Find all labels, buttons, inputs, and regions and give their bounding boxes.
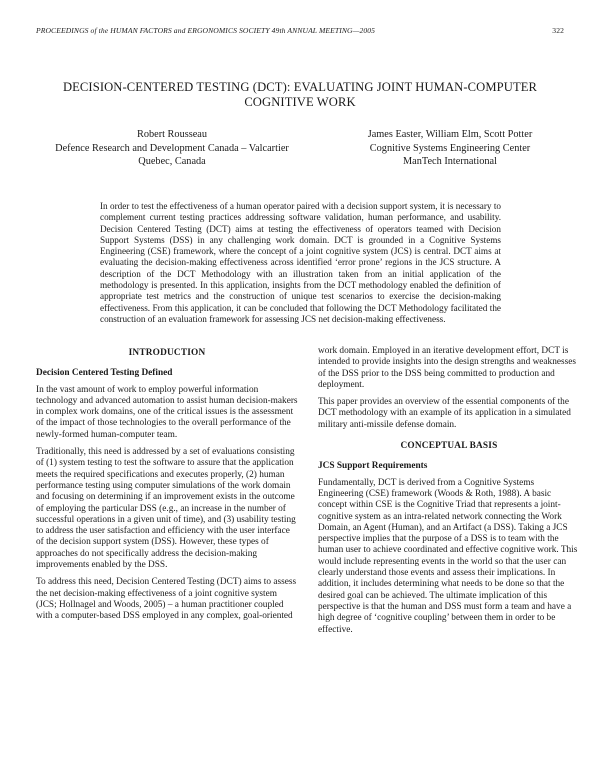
left-column [36,348,298,629]
paper-title [40,80,560,110]
intro-paragraph-4: This paper provides an overview of the essential components of the DCT methodology with an example of its application in a simulated military anti-missile defense domain. [318,397,571,430]
author-affiliation-left-1: Defence Research and Development Canada – Valcartier [55,142,289,154]
author-affiliation-right-2: ManTech International [403,156,497,168]
conceptual-paragraph-1: Fundamentally, DCT is derived from a Cognitive Systems Engineering (CSE) framework (Woods & Roth, 1988). A basic concept within CSE is the Cognitive Triad that represents a joint-cognitive system as an intra-related network connecting the Work Domain, an Agent (Human), and an Artifact (a DSS). Taking a JCS perspective implies that the purpose of a DSS is to team with the human user to achieve coordinated and effective cognitive work. This would include representing events in the world so that the user can clearly understand those events and assess their implications. In addition, it includes determining what needs to be done so that the desired goal can be achieved. The ultimate implication of this perspective is that the human and DSS must form a team and have a high degree of ‘cognitive coupling’ between them in order to be effective. [318,477,578,635]
subheading-jcs-support: JCS Support Requirements [318,461,428,472]
subheading-dct-defined: Decision Centered Testing Defined [36,368,173,379]
paper-title-line-1: DECISION-CENTERED TESTING (DCT): EVALUATING JOINT HUMAN-COMPUTER [62,80,538,94]
page-number: 322 [552,26,564,35]
running-head [36,26,564,35]
section-heading-introduction: INTRODUCTION [128,348,206,358]
paper-title-line-2: COGNITIVE WORK [244,95,356,109]
author-block-left [36,128,308,169]
author-name-left: Robert Rousseau [136,129,208,140]
author-name-right: James Easter, William Elm, Scott Potter [367,129,533,140]
intro-paragraph-1: In the vast amount of work to employ powerful information technology and advanced automation to assist human decision-makers in complex work domains, one of the critical issues is the assessment of the impact of those technologies to the overall performance of the newly-formed human-computer team. [36,384,298,440]
author-block-right [330,128,570,169]
intro-paragraph-3: To address this need, Decision Centered Testing (DCT) aims to assess the net decision-making effectiveness of a joint cognitive system (JCS; Hollnagel and Woods, 2005) – a human practitioner coupled with a computer-based DSS employed in any complex, goal-oriented [36,577,297,622]
right-column [318,346,580,642]
running-head-text: PROCEEDINGS of the HUMAN FACTORS and ERGONOMICS SOCIETY 49th ANNUAL MEETING—2005 [36,26,376,35]
section-heading-conceptual-basis: CONCEPTUAL BASIS [400,441,498,452]
intro-paragraph-3-continued: work domain. Employed in an iterative development effort, DCT is intended to provide insights into the design strengths and weaknesses of the DSS prior to the DSS being committed to production and deployment. [318,346,576,390]
author-affiliation-right-1: Cognitive Systems Engineering Center [369,142,531,154]
author-affiliation-left-2: Quebec, Canada [138,156,206,168]
intro-paragraph-2: Traditionally, this need is addressed by a set of evaluations consisting of (1) system testing to test the software to assure that the application meets the required specifications and executes properly, (2) human performance testing using computer simulations of the work domain and focusing on determining if an improvement exists in the outcome of employing the particular DSS (e.g., an increase in the number of successful operations in a given unit of time), and (3) usability testing to address the user satisfaction and efficiency with the user interface of the decision support system (DSS). However, these types of approaches do not specifically address the decision-making improvements enabled by the DSS. [36,447,296,571]
abstract: In order to test the effectiveness of a human operator paired with a decision support system, it is necessary to complement current testing practices addressing software validation, human performance, and usability. Decision Centered Testing (DCT) aims at testing the effectiveness of operators teamed with Decision Support Systems (DSS) in any challenging work domain. DCT is grounded in a Cognitive Systems Engineering (CSE) framework, where the concept of a joint cognitive system (JCS) is central. DCT aims at evaluating the decision-making effectiveness across identified ‘error prone’ regions in the JCS structure. A description of the DCT Methodology with an illustration taken from an initial application of the methodology is presented. In this application, insights from the DCT methodology enabled the definition of appropriate test metrics and the construction of unique test scenarios to exercise the decision-making effectiveness. From this application, it can be concluded that following the DCT Methodology facilitated the construction of an evaluation framework for assessing JCS net decision-making effectiveness. [100,201,501,324]
